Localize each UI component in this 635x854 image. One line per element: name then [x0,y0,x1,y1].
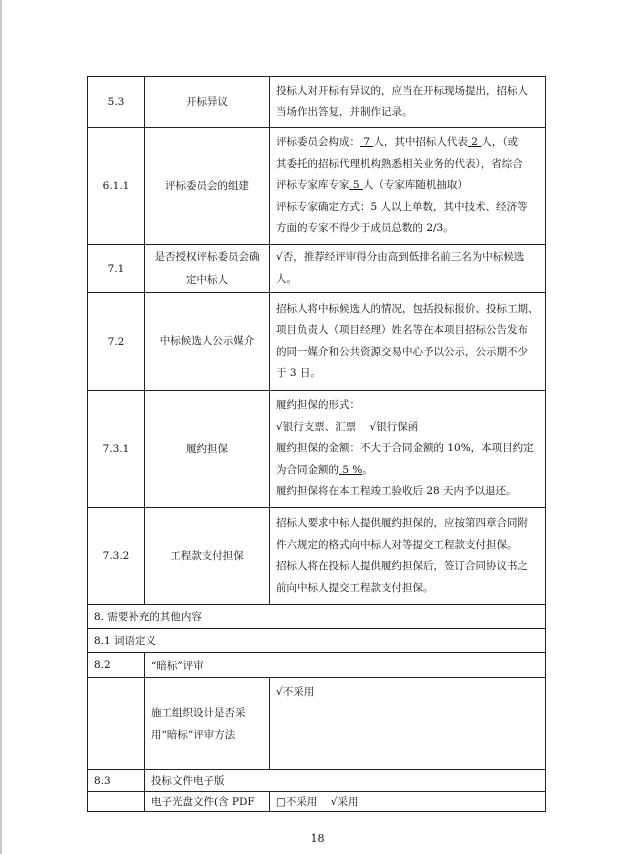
empty-cell [88,678,145,770]
row-8-2-detail [88,678,546,770]
item-line: 是否授权评标委员会确 [154,250,260,263]
row-5-3 [88,77,546,128]
row-content [270,245,546,293]
row-content [270,508,546,605]
row-item [145,678,270,770]
row-number: 7.3.1 [88,391,145,508]
item-line: 用“暗标”评审方法 [151,728,236,741]
section-8-heading-row [88,605,546,629]
text: 评标委员会构成： [276,136,360,149]
content-line: 评标专家确定方式：5 人以上单数，其中技术、经济等 [276,200,528,213]
page-number: 18 [310,832,325,845]
row-item: 中标候选人公示媒介 [145,293,270,391]
tenderer-rep-value: 2 [471,136,478,149]
item-line: 施工组织设计是否采 [151,706,246,719]
content-line: 招标人要求中标人提供履约担保的，应按第四章合同附 [276,517,528,529]
content-line: 其委托的招标代理机构熟悉相关业务的代表），省综合 [276,157,523,170]
fill-value [350,179,363,191]
bidding-data-table [87,76,546,812]
content-line: 的同一媒介和公共资源交易中心予以公示，公示期不少 [276,345,528,358]
content-line: 履约担保的形式： [276,399,360,412]
committee-total-value: 7 [363,136,371,149]
row-8-3-detail [88,792,546,812]
row-number: 5.3 [88,77,145,128]
row-number: 8.2 [88,653,145,678]
content-line: 招标人将在投标人提供履约担保后，签订合同协议书之 [276,560,528,572]
text: 评标专家库专家 [276,179,350,192]
content-line [276,460,539,482]
row-number: 7.1 [88,245,145,293]
row-content [270,293,546,391]
empty-cell [88,792,145,812]
fill-value [360,136,373,148]
content-line: √银行支票、汇票 √银行保函 [276,420,419,433]
content-line: 履约担保的金额：不大于合同金额的 10%，本项目约定 [276,442,534,455]
row-item: 履约担保 [145,391,270,508]
page-edge [0,0,2,854]
row-7-1 [88,245,546,293]
row-content [270,391,546,508]
row-item [145,245,270,293]
content-line: 当场作出答复，并制作记录。 [276,106,413,118]
text: 人，（或 [481,136,518,149]
row-7-3-2 [88,508,546,605]
section-heading: 8. 需要补充的其他内容 [88,605,546,629]
row-6-1-1 [88,128,546,245]
text: 人（专家库随机抽取） [362,179,468,192]
item-line: 定中标人 [186,273,228,286]
content-line: 履约担保将在本工程竣工验收后 28 天内予以退还。 [276,485,517,498]
row-label: “暗标”评审 [145,653,546,678]
guarantee-percent-value: 5 % [342,463,363,476]
content-line: 招标人将中标候选人的情况，包括投标报价、投标工期、 [276,302,539,315]
row-7-3-1 [88,391,546,508]
text: 。 [362,463,373,476]
row-number: 6.1.1 [88,128,145,245]
text: 人，其中招标人代表 [373,136,468,149]
row-content [270,77,546,128]
row-item: 工程款支付担保 [145,508,270,605]
row-item: 评标委员会的组建 [145,128,270,245]
content-line: 前向中标人提交工程款支付担保。 [276,581,434,594]
content-line: 方面的专家不得少于成员总数的 2/3。 [276,222,454,235]
row-content [270,128,546,245]
fill-value [468,136,481,148]
content-line: 件六规定的格式向中标人对等提交工程款支付担保。 [276,538,518,551]
content-line: 项目负责人（项目经理）姓名等在本项目招标公告发布 [276,324,528,336]
option-value: √不采用 [270,678,546,770]
row-label: 投标文件电子版 [145,770,546,792]
row-7-2 [88,293,546,391]
row-item: 开标异议 [145,77,270,128]
option-value: □不采用 √采用 [270,792,546,812]
row-item: 电子光盘文件(含 PDF [145,792,270,812]
row-number: 7.2 [88,293,145,391]
content-line: √否，推荐经评审得分由高到低排名前三名为中标候选 [276,251,525,263]
content-line: 投标人对开标有异议的，应当在开标现场提出，招标人 [276,84,528,97]
row-8-3 [88,770,546,792]
row-number: 7.3.2 [88,508,145,605]
content-line: 人。 [276,272,297,285]
subsection-heading: 8.1 词语定义 [88,629,546,653]
section-8-1-row [88,629,546,653]
expert-count-value: 5 [352,179,360,192]
row-8-2 [88,653,546,678]
row-number: 8.3 [88,770,145,792]
fill-value [339,464,362,476]
content-line: 于 3 日。 [276,367,321,379]
content-line [276,175,539,197]
content-line [276,132,539,154]
text: 为合同金额的 [276,463,339,476]
